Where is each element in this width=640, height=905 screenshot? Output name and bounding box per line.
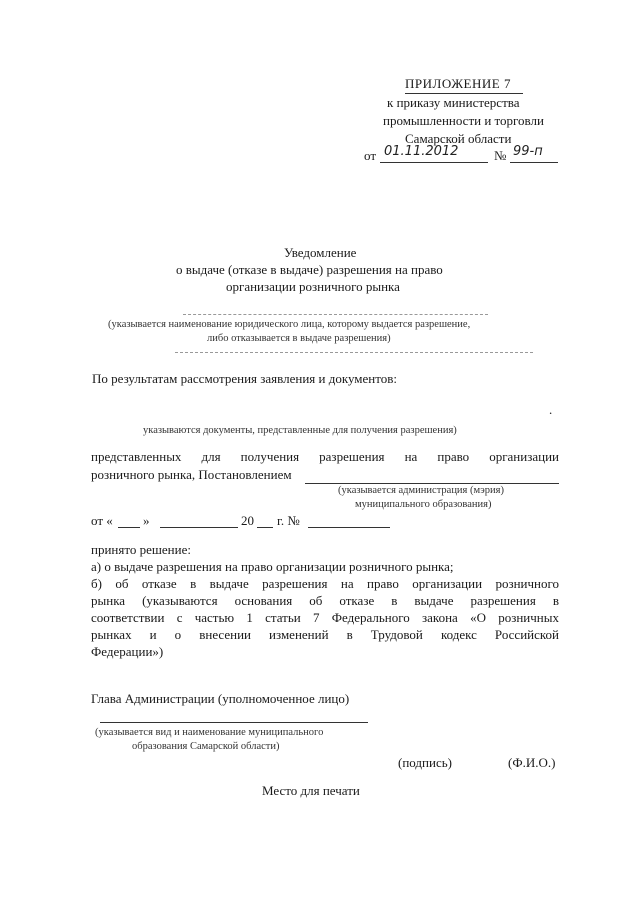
date-year-label: 20 (241, 513, 254, 528)
market-resolution-line: розничного рынка, Постановлением (91, 467, 292, 482)
order-line-3: Самарской области (405, 131, 512, 146)
date-day-field (118, 527, 140, 528)
option-b-line: рынках и о внесении изменений в Трудовой кодекс Российской (91, 627, 559, 642)
option-b-last: Федерации») (91, 644, 164, 659)
presented-line: представленных для получения разрешения на право организации (91, 449, 559, 464)
order-date-line (380, 162, 488, 163)
stamp-place-label: Место для печати (262, 783, 360, 798)
option-b-line: б) об отказе в выдаче разрешения на право организации розничного (91, 576, 559, 591)
notice-subtitle-1: о выдаче (отказе в выдаче) разрешения на право (176, 262, 443, 277)
date-quote-close: » (143, 513, 150, 528)
date-month-field (160, 527, 238, 528)
date-number-field (308, 527, 390, 528)
entity-name-field (183, 314, 488, 315)
documents-caption: указываются документы, представленные для получения разрешения) (143, 425, 457, 436)
results-line: По результатам рассмотрения заявления и документов: (92, 371, 398, 386)
admin-caption-2: муниципального образования) (355, 499, 492, 510)
head-name-field (100, 722, 368, 723)
fio-label: (Ф.И.О.) (508, 755, 556, 770)
order-number-line (510, 162, 558, 163)
notice-subtitle-2: организации розничного рынка (226, 279, 400, 294)
order-date-handwritten: 01.11.2012 (384, 144, 459, 159)
appendix-title: ПРИЛОЖЕНИЕ 7 (405, 76, 511, 91)
admin-caption-1: (указывается администрация (мэрия) (338, 485, 504, 496)
order-from-label: от (364, 148, 377, 163)
order-number-handwritten: 99-п (513, 144, 543, 159)
order-line-1: к приказу министерства (387, 95, 520, 110)
option-b-line: соответствии с частью 1 статьи 7 Федерального закона «О розничных (91, 610, 559, 625)
option-a: а) о выдаче разрешения на право организации розничного рынка; (91, 559, 454, 574)
entity-name-field-2 (175, 352, 533, 353)
municipality-caption-2: образования Самарской области) (132, 741, 280, 752)
head-signature-label: Глава Администрации (уполномоченное лицо) (91, 691, 350, 706)
results-dot: . (549, 402, 553, 417)
date-number-label: г. № (277, 513, 300, 528)
municipality-caption-1: (указывается вид и наименование муниципального (95, 727, 324, 738)
order-number-sign: № (494, 148, 507, 163)
appendix-underline (405, 93, 523, 94)
notice-title: Уведомление (284, 245, 357, 260)
signature-label: (подпись) (398, 755, 452, 770)
entity-caption-1: (указывается наименование юридического лица, которому выдается разрешение, (108, 319, 471, 330)
entity-caption-2: либо отказывается в выдаче разрешения) (207, 333, 391, 344)
order-line-2: промышленности и торговли (383, 113, 544, 128)
resolution-field (305, 483, 559, 484)
option-b-line: рынка (указываются основания об отказе в выдаче разрешения в (91, 593, 559, 608)
decision-label: принято решение: (91, 542, 191, 557)
date-from-label: от « (91, 513, 113, 528)
date-year-field (257, 527, 273, 528)
